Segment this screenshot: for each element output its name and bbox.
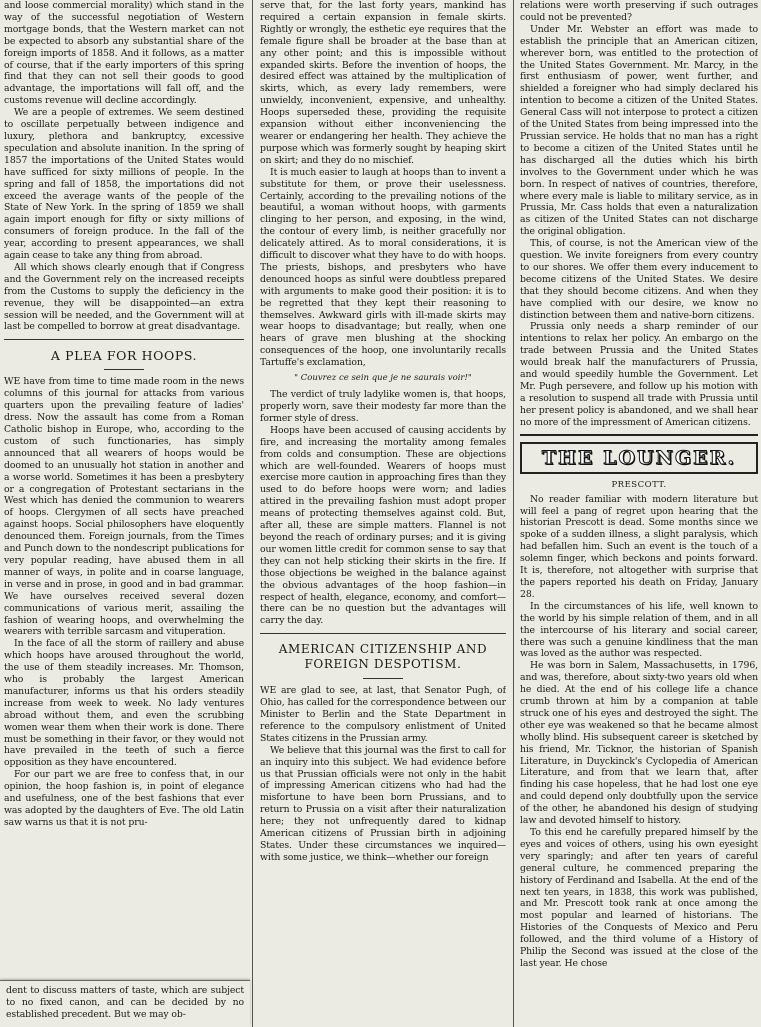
short-divider xyxy=(104,369,144,370)
paragraph: In the circumstances of his life, well known to the world by his simple relation of them, and in all the intercourse of his literary and social career, there was such a genuine kindliness that the man was loved as the author was respected. xyxy=(520,600,758,660)
paragraph: The verdict of truly ladylike women is, that hoops, properly worn, save their modesty far more than the former style of dress. xyxy=(260,389,506,424)
paragraph: dent to discuss matters of taste, which are subject to no fixed canon, and can be decided by no established precedent. But we may ob- xyxy=(6,985,244,1020)
column-3 xyxy=(520,0,758,1027)
subhead-prescott: PRESCOTT. xyxy=(611,479,667,490)
paragraph: In the face of all the storm of raillery and abuse which hoops have aroused throughout the world, the use of them steadily increases. Mr. Thomson, who is probably the largest American manufacturer, informs us that his orders steadily increase from week to week. No lady ventures abroad without them, and even the scrubbing women wear them when their work is done. There must be something in their favor, or they would not have prevailed in the teeth of such a fierce opposition as they have encountered. xyxy=(4,638,244,769)
quotation: " Couvrez ce sein que je ne saurais voir!" xyxy=(294,373,472,384)
paragraph: WE have from time to time made room in the news columns of this journal for attacks from various quarters upon the prevailing feature of ladies' dress. Now the assault has come from a Roman Catholic bishop in Europe, who, according to the custom of such functionaries, has simply announced that all wearers of hoops would be doomed to an unusually hot station in another and a worse world. Sometimes it has been a presbytery or a congregation of Protestant sectarians in the West which has denied the communion to wearers of hoops. Clergymen of all sects have preached against hoops. Social philosophers have eloquently denounced them. Foreign journals, from the Times and Punch down to the nondescript publications for very popular reading, have abused them in all manner of ways, in polite and in coarse language, in verse and in prose, in good and in bad grammar. We have ourselves received several dozen communications of various merit, assailing the fashion of wearing hoops, and overwhelming the wearers with terrible sarcasm and vituperation. xyxy=(4,376,244,638)
paragraph: Prussia only needs a sharp reminder of our intentions to relax her policy. An embargo on the trade between Prussia and the United States would break half the manufacturers of Prussia, and would speedily humble the Government. Let Mr. Pugh persevere, and follow up his motion with a resolution to suspend all trade with Prussia until her present policy is abandoned, and we shall hear no more of the impressment of American citizens. xyxy=(520,321,758,428)
paragraph: This, of course, is not the American view of the question. We invite foreigners from every country to our shores. We offer them every inducement to become citizens of the United States. We desire that they should become citizens. And when they have complied with our desire, we know no distinction between them and native-born citizens. xyxy=(520,238,758,321)
section-title-box xyxy=(520,442,758,474)
headline-american-citizenship: AMERICAN CITIZENSHIP AND FOREIGN DESPOTISM. xyxy=(278,642,488,672)
column-rule-1 xyxy=(252,0,253,1027)
paragraph: Hoops have been accused of causing accidents by fire, and increasing the mortality among females from colds and consumption. These are objections which are well-founded. Wearers of hoops must exercise more caution in approaching fires than they used to do before hoops were worn; and ladies attired in the prevailing fashion must adopt proper means of protecting themselves against cold. But, after all, these are simple matters. Flannel is not beyond the reach of ordinary purses; and it is giving our women little credit for common sense to say that they can not help sticking their skirts in the fire. If those objections be weighed in the balance against the obvious advantages of the hoop fashion—in respect of health, elegance, economy, and comfort—there can be no question but the advantages will carry the day. xyxy=(260,424,506,627)
section-title-the-lounger: THE LOUNGER. xyxy=(541,446,737,469)
section-divider xyxy=(520,434,758,436)
column-2 xyxy=(260,0,506,1027)
column-1 xyxy=(4,0,244,1027)
paragraph: WE are glad to see, at last, that Senator Pugh, of Ohio, has called for the correspondence between our Minister to Berlin and the State Department in reference to the compulsory enlistment of United States citizens in the Prussian army. xyxy=(260,685,506,744)
short-divider xyxy=(363,678,403,679)
section-divider xyxy=(4,339,244,340)
paragraph: Under Mr. Webster an effort was made to establish the principle that an American citizen, wherever born, was entitled to the protection of the United States Government. Mr. Marcy, in the first enthusiasm of power, went further, and shielded a foreigner who had simply declared his intention to become a citizen of the United States. General Cass will not interpose to protect a citizen of the United States from being impressed into the Prussian service. He holds that no man has a right to become a citizen of the United States until he has discharged all the duties which his birth involves to the Government under which he was born. In respect of natives of countries, therefore, where every male is liable to military service, as in Prussia, Mr. Cass holds that even a naturalization as citizen of the United States can not discharge the original obligation. xyxy=(520,23,758,238)
paragraph: and loose commercial morality) which stand in the way of the successful negotiation of Western mortgage bonds, that the Western market can not be expected to absorb any substantial share of the foreign imports of 1858. And it follows, as a matter of course, that if the early importers of this spring find that they can not sell their goods to good advantage, the importations will fall off, and the customs revenue will decline accordingly. xyxy=(4,0,244,107)
paragraph: To this end he carefully prepared himself by the eyes and voices of others, using his own eyesight very sparingly; and after ten years of careful general culture, he commenced preparing the history of Ferdinand and Isabella. At the end of the next ten years, in 1838, this work was published, and Mr. Prescott took rank at once among the most popular and learned of historians. The Histories of the Conquests of Mexico and Peru followed, and the third volume of a History of Philip the Second was issued at the close of the last year. He chose xyxy=(520,827,758,969)
paragraph: serve that, for the last forty years, mankind has required a certain expansion in female skirts. Rightly or wrongly, the esthetic eye requires that the female figure shall be broader at the base than at any other point; and this is impossible without expanded skirts. Before the invention of hoops, the desired effect was attained by the multiplication of skirts, which, as every lady remembers, were unwieldy, inconvenient, expensive, and unhealthy. Hoops superseded these, providing the requisite expansion without either inconveniencing the wearer or endangering her health. They achieve the purpose which was formerly sought by heaping skirt on skirt; and they do no mischief. xyxy=(260,0,506,166)
paragraph: relations were worth preserving if such outrages could not be prevented? xyxy=(520,0,758,23)
paragraph: All which shows clearly enough that if Congress and the Government rely on the increased receipts from the Customs to supply the deficiency in the revenue, they will be disappointed—an extra session will be needed, and the Government will at last be compelled to borrow at great disadvantage. xyxy=(4,261,244,333)
paragraph: It is much easier to laugh at hoops than to invent a substitute for them, or prove their uselessness. Certainly, according to the prevailing notions of the beautiful, a woman without hoops, with garments clinging to her person, and exposing, in the wind, the contour of every limb, is neither gracefully nor delicately attired. As to moral considerations, it is difficult to discover what they have to do with hoops. The priests, bishops, and presbyters who have denounced hoops as sinful were doubtless prepared with arguments to make good their position: it is to be regretted that they kept their reasoning to themselves. Awkward girls with ill-made skirts may wear hoops to disadvantage; but really, when one hears of grave men blushing at the shocking consequences of the hoop, one involuntarily recalls Tartuffe's exclamation, xyxy=(260,166,506,369)
paragraph: For our part we are free to confess that, in our opinion, the hoop fashion is, in point of elegance and usefulness, one of the best fashions that ever was adopted by the daughters of Eve. The old Latin saw warns us that it is not pru- xyxy=(4,769,244,828)
section-divider xyxy=(260,633,506,634)
paragraph: We believe that this journal was the first to call for an inquiry into this subject. We had evidence before us that Prussian officials were not only in the habit of impressing American citizens who had had the misfortune to have been born Prussians, and to return to Prussia on a visit after their naturalization here; they not unfrequently dared to kidnap American citizens of Prussian birth in adjoining States. Under these circumstances we inquired—with some justice, we think—whether our foreign xyxy=(260,744,506,863)
column-rule-2 xyxy=(513,0,514,1027)
paragraph: He was born in Salem, Massachusetts, in 1796, and was, therefore, about sixty-two years old when he died. At the end of his college life a chance crumb thrown at him by a companion at table struck one of his eyes and destroyed the sight. The other eye was weakened so that he became almost wholly blind. His subsequent career is sketched by his friend, Mr. Ticknor, the historian of Spanish Literature, in Duyckinck's Cyclopedia of American Literature, and from that we learn that, after finding his case hopeless, that he had lost one eye and could depend only doubtfully upon the service of the other, he abandoned his design of studying law and devoted himself to history. xyxy=(520,660,758,827)
paragraph: We are a people of extremes. We seem destined to oscillate perpetually between indigence and luxury, plethora and bankruptcy, excessive speculation and absolute inanition. In the spring of 1857 the importations of the United States would have sufficed for sixty millions of people. In the spring and fall of 1858, the importations did not exceed the average wants of the people of the State of New York. In the spring of 1859 we shall again import enough for fifty or sixty millions of consumers of foreign produce. In the fall of the year, according to present appearances, we shall again cease to take any thing from abroad. xyxy=(4,107,244,262)
headline-plea-for-hoops: A PLEA FOR HOOPS. xyxy=(50,348,198,364)
paragraph: No reader familiar with modern literature but will feel a pang of regret upon hearing that the historian Prescott is dead. Some months since we spoke of a sudden illness, a slight paralysis, which had befallen him. Such an event is the touch of a solemn finger, which beckons and points forward. It is, therefore, not altogether with surprise that the papers reported his death on Friday, January 28. xyxy=(520,493,758,600)
folded-corner xyxy=(0,980,250,1027)
